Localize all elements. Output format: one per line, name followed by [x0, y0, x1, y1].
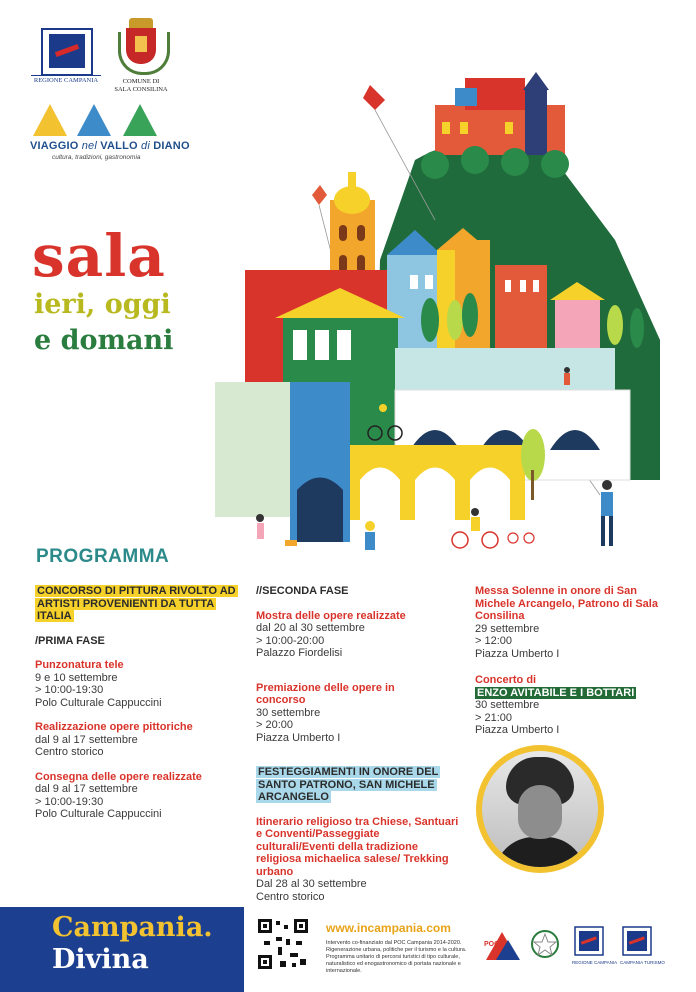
viaggio-word: VALLO [100, 140, 138, 152]
event-line: Piazza Umberto I [475, 647, 560, 660]
event-title: Consegna delle opere realizzate [35, 770, 202, 783]
seconda-fase-label: //SECONDA FASE [256, 585, 349, 597]
viaggio-word: VIAGGIO [30, 140, 79, 152]
event-line: Centro storico [256, 890, 325, 903]
event-title: Itinerario religioso tra Chiese, Santuari e Conventi/Passeggiate culturali/Eventi della tradizione religiosa michaelica salese/ Trekking urbano [256, 815, 459, 878]
event-title: Punzonatura tele [35, 659, 124, 671]
event-line: 30 settembre [256, 706, 321, 719]
event-line: > 10:00-20:00 [256, 634, 325, 647]
event-line: dal 9 al 17 settembre [35, 733, 138, 746]
regione-small-label: REGIONE CAMPANIA [572, 960, 618, 965]
campania-brand: Campania. [52, 912, 213, 943]
column-triangle-icon [77, 104, 111, 136]
artist-portrait [476, 745, 604, 873]
viaggio-title [30, 140, 190, 152]
concorso-heading [35, 585, 240, 623]
qr-code-icon[interactable] [256, 917, 310, 971]
event-line: Palazzo Fiordelisi [256, 647, 343, 659]
castle-spire [523, 72, 549, 90]
svg-text:POC: POC [484, 941, 500, 948]
event-line: 29 settembre [475, 622, 540, 635]
crown-icon [129, 18, 153, 28]
comune-sala-consilina-logo [112, 18, 170, 98]
guitar-triangle-icon [33, 104, 67, 136]
viaggio-word: nel [81, 140, 98, 152]
artist-highlight: ENZO AVITABILE E I BOTTARI [477, 686, 635, 699]
concorso-highlight: CONCORSO DI PITTURA RIVOLTO AD ARTISTI PROVENIENTI DA TUTTA ITALIA [37, 585, 236, 622]
poc-campania-logo-icon [482, 926, 522, 962]
event-line: > 20:00 [256, 719, 294, 731]
viaggio-logo-icons [31, 104, 161, 138]
regione-campania-small-logo-icon [574, 926, 604, 956]
event-line: Piazza Umberto I [256, 731, 341, 744]
programma-column-3 [475, 585, 680, 737]
festeggiamenti-highlight: FESTEGGIAMENTI IN ONORE DEL SANTO PATRONO, SAN MICHELE ARCANGELO [258, 766, 439, 803]
headline-sala: sala [32, 222, 166, 290]
viaggio-subtitle: cultura, tradizioni, gastronomia [52, 154, 141, 161]
kite-red [363, 85, 385, 110]
event-title: Concerto di [475, 674, 537, 686]
regione-campania-logo [31, 28, 101, 88]
event-line: > 12:00 [475, 635, 513, 647]
headline-e-domani: e domani [34, 325, 174, 356]
castle-tower [525, 90, 547, 155]
divina-brand: Divina [52, 944, 149, 975]
event-line: dal 20 al 30 settembre [256, 622, 365, 634]
campania-turismo-label: CAMPANIA TURISMO [620, 960, 665, 965]
event-line: Centro storico [35, 746, 104, 758]
comune-shield-icon [126, 28, 156, 64]
town-illustration [215, 60, 675, 560]
programma-column-1 [35, 585, 240, 821]
incampania-link[interactable]: www.incampania.com [326, 921, 451, 935]
pale-block [215, 382, 290, 517]
pink-house [495, 265, 547, 355]
viaggio-word: di [141, 140, 150, 152]
event-title: Realizzazione opere pittoriche [35, 721, 193, 733]
event-line: > 10:00-19:30 [35, 684, 104, 696]
event-line: Dal 28 al 30 settembre [256, 878, 367, 890]
event-title: Mostra delle opere realizzate [256, 609, 406, 622]
programma-title: PROGRAMMA [36, 546, 170, 567]
comune-label [112, 78, 170, 94]
kite-orange [312, 185, 327, 205]
event-line: Polo Culturale Cappuccini [35, 808, 162, 820]
comune-label-line1: COMUNE DI [122, 78, 160, 85]
regione-label: REGIONE CAMPANIA [31, 75, 101, 84]
cofinancing-disclaimer: Intervento co-finanziato dal POC Campania 2014-2020. Rigenerazione urbana, politiche per il turismo e la cultura. Programma unitario di percorsi turistici di tipo culturale, naturalistico ed enogastronomico di portata nazionale e internazionale. [326, 940, 467, 974]
prima-fase-label: /PRIMA FASE [35, 634, 105, 647]
event-title: Messa Solenne in onore di San Michele Arcangelo, Patrono di Sala Consilina [475, 585, 658, 622]
viaggio-word: DIANO [153, 140, 190, 152]
event-line: Piazza Umberto I [475, 724, 560, 736]
festeggiamenti-heading [256, 766, 461, 804]
concerto-artist [475, 687, 680, 700]
comune-label-line2: SALA CONSILINA [114, 86, 168, 93]
hills-triangle-icon [123, 104, 157, 136]
programma-column-2 [256, 585, 461, 903]
event-line: 30 settembre [475, 699, 540, 711]
campania-turismo-logo-icon [622, 926, 652, 956]
headline-ieri-oggi: ieri, oggi [34, 289, 171, 320]
event-line: dal 9 al 17 settembre [35, 783, 138, 795]
event-line: > 10:00-19:30 [35, 795, 104, 808]
event-line: Polo Culturale Cappuccini [35, 696, 162, 709]
castle-roof [455, 88, 477, 106]
event-title: Premiazione delle opere in concorso [256, 681, 395, 706]
event-line: > 21:00 [475, 711, 513, 724]
event-line: 9 e 10 settembre [35, 671, 118, 684]
italian-republic-emblem-icon [530, 928, 560, 960]
regione-shield-icon [41, 28, 93, 76]
